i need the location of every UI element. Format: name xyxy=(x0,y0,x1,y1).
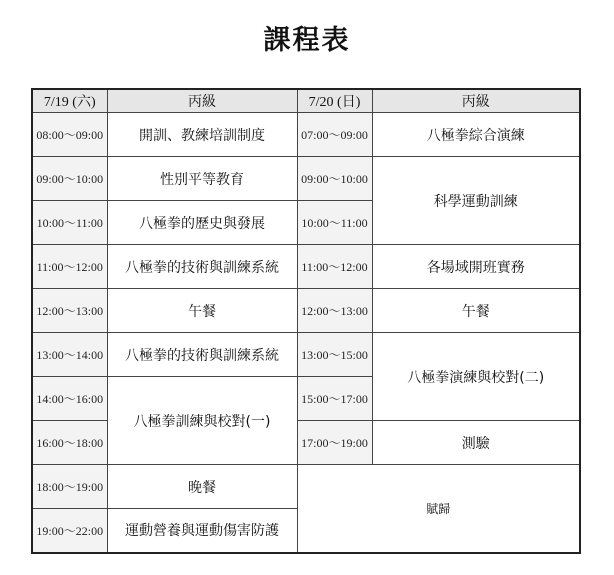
day1-course-cell: 八極拳的歷史與發展 xyxy=(107,201,297,245)
day1-level-header: 丙級 xyxy=(107,89,297,113)
day1-course-cell: 運動營養與運動傷害防護 xyxy=(107,509,297,553)
table-row xyxy=(32,113,580,157)
day2-course-cell: 八極拳綜合演練 xyxy=(372,113,580,157)
day2-time-cell: 11:00～12:00 xyxy=(297,245,372,289)
day1-course-cell: 開訓、教練培訓制度 xyxy=(107,113,297,157)
table-row xyxy=(32,465,580,509)
day1-course-cell: 八極拳訓練與校對(一) xyxy=(107,377,297,465)
day1-time-cell: 16:00～18:00 xyxy=(32,421,107,465)
header-row xyxy=(32,89,580,113)
day1-time-cell: 11:00～12:00 xyxy=(32,245,107,289)
day2-time-cell: 15:00～17:00 xyxy=(297,377,372,421)
page-title: 課程表 xyxy=(263,25,351,56)
day1-course-cell: 八極拳的技術與訓練系統 xyxy=(107,245,297,289)
day2-course-cell: 八極拳演練與校對(二) xyxy=(372,333,580,421)
day2-level-header: 丙級 xyxy=(372,89,580,113)
day1-time-cell: 10:00～11:00 xyxy=(32,201,107,245)
day1-time-cell: 13:00～14:00 xyxy=(32,333,107,377)
day1-date-header: 7/19 (六) xyxy=(32,89,107,113)
table-row xyxy=(32,157,580,201)
day2-course-cell: 賦歸 xyxy=(297,465,580,553)
day2-time-cell: 10:00～11:00 xyxy=(297,201,372,245)
day2-time-cell: 13:00～15:00 xyxy=(297,333,372,377)
day1-course-cell: 午餐 xyxy=(107,289,297,333)
day1-time-cell: 09:00～10:00 xyxy=(32,157,107,201)
day2-date-header: 7/20 (日) xyxy=(297,89,372,113)
schedule-table xyxy=(31,88,581,554)
table-row xyxy=(32,289,580,333)
day1-course-cell: 晚餐 xyxy=(107,465,297,509)
day2-time-cell: 12:00～13:00 xyxy=(297,289,372,333)
day1-time-cell: 18:00～19:00 xyxy=(32,465,107,509)
day2-time-cell: 09:00～10:00 xyxy=(297,157,372,201)
day2-course-cell: 各場域開班實務 xyxy=(372,245,580,289)
day1-course-cell: 八極拳的技術與訓練系統 xyxy=(107,333,297,377)
day1-time-cell: 19:00～22:00 xyxy=(32,509,107,553)
day2-course-cell: 科學運動訓練 xyxy=(372,157,580,245)
day1-course-cell: 性別平等教育 xyxy=(107,157,297,201)
day2-time-cell: 07:00～09:00 xyxy=(297,113,372,157)
day1-time-cell: 08:00～09:00 xyxy=(32,113,107,157)
day1-time-cell: 14:00～16:00 xyxy=(32,377,107,421)
day2-time-cell: 17:00～19:00 xyxy=(297,421,372,465)
day2-course-cell: 測驗 xyxy=(372,421,580,465)
table-row xyxy=(32,245,580,289)
day2-course-cell: 午餐 xyxy=(372,289,580,333)
table-row xyxy=(32,333,580,377)
day1-time-cell: 12:00～13:00 xyxy=(32,289,107,333)
